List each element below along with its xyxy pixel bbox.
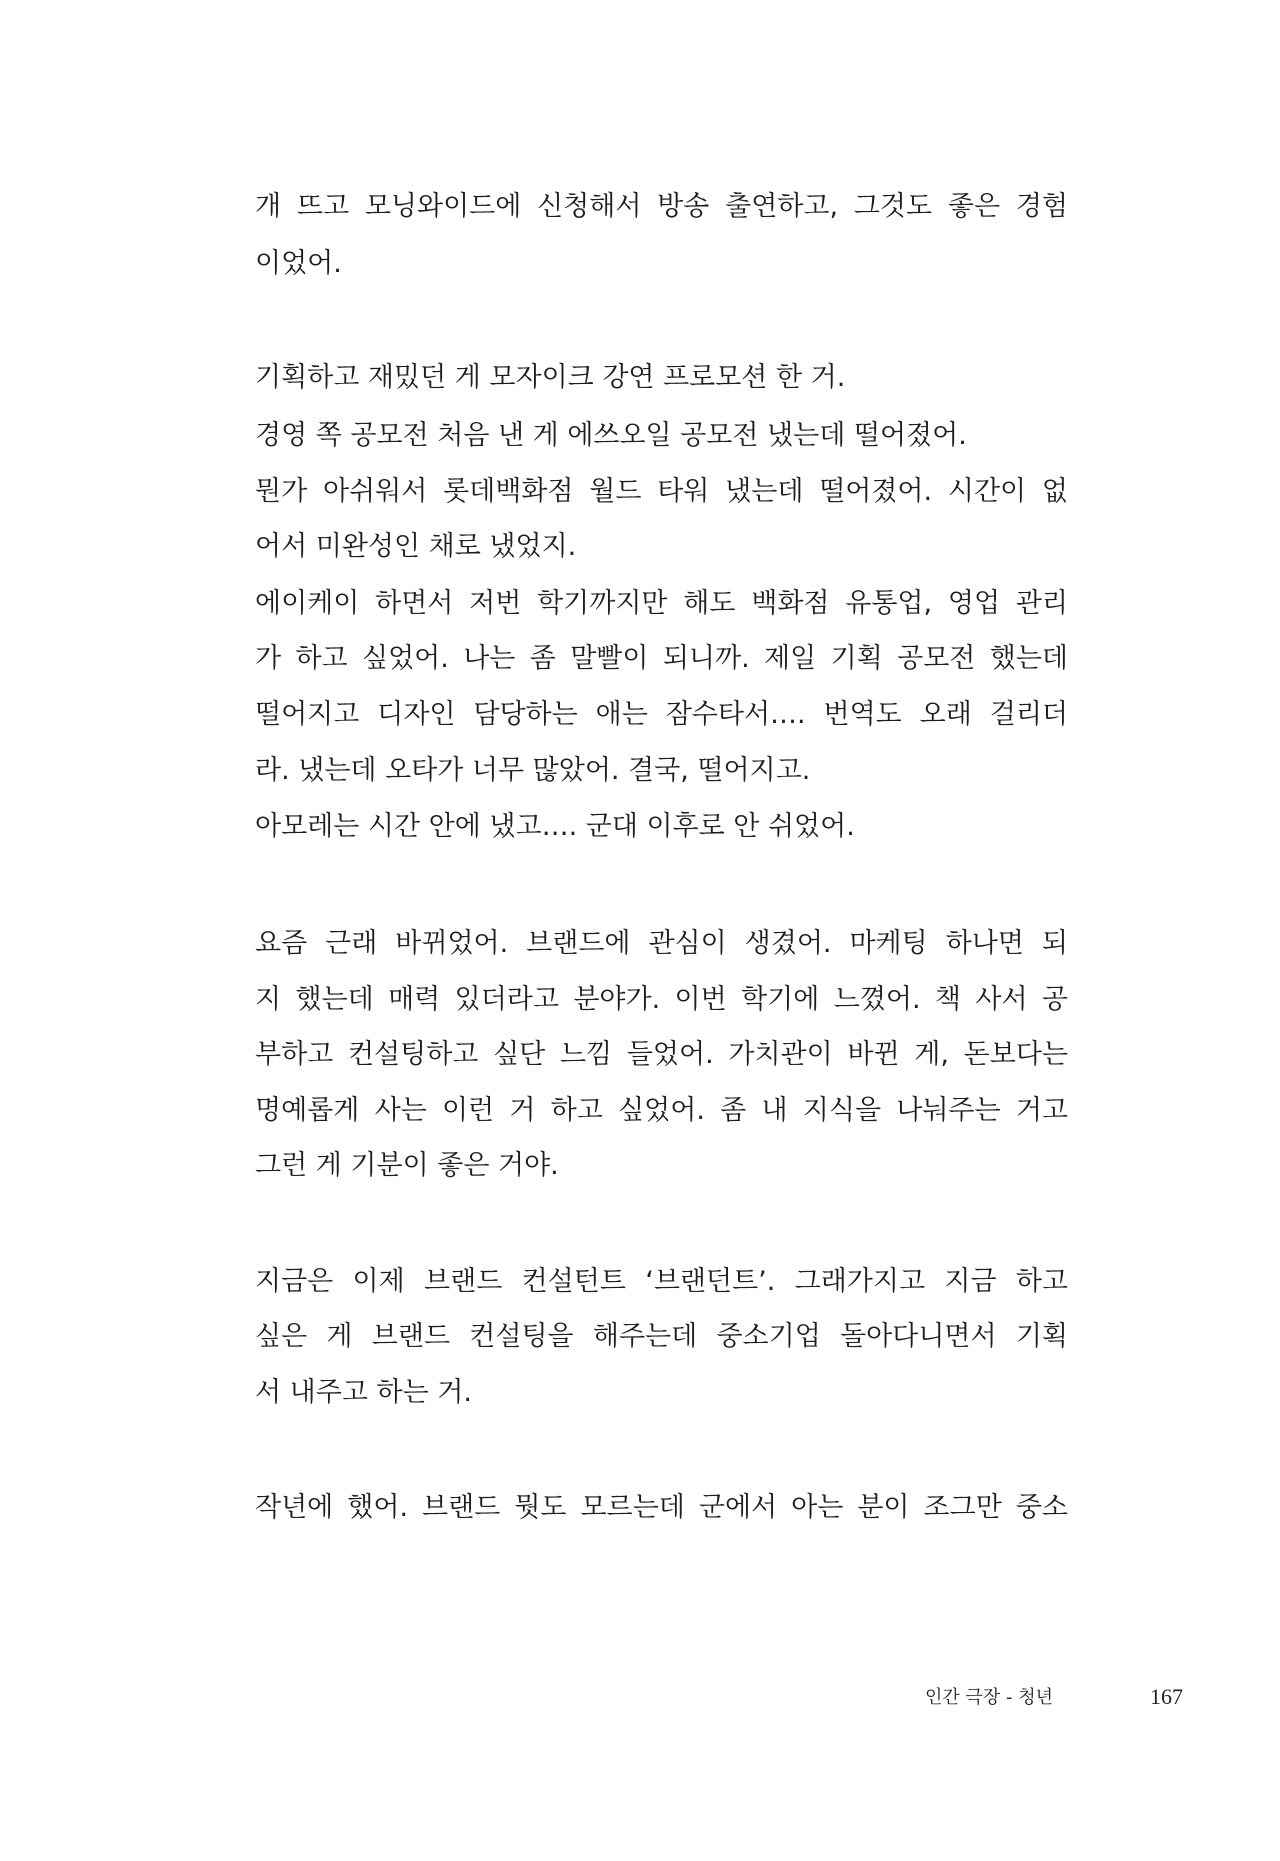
- body-line: 라. 냈는데 오타가 너무 많았어. 결국, 떨어지고.: [255, 755, 811, 786]
- body-line: 어서 미완성인 채로 냈었지.: [255, 531, 577, 562]
- body-line: 지금은 이제 브랜드 컨설턴트 ‘브랜던트’. 그래가지고 지금 하고: [255, 1266, 1068, 1297]
- body-line: 요즘 근래 바뀌었어. 브랜드에 관심이 생겼어. 마케팅 하나면 되: [255, 928, 1068, 959]
- running-footer-title: 인간 극장 - 청년: [925, 1687, 1053, 1708]
- body-line: 에이케이 하면서 저번 학기까지만 해도 백화점 유통업, 영업 관리: [255, 588, 1068, 619]
- body-line: 서 내주고 하는 거.: [255, 1377, 472, 1408]
- body-line: 개 뜨고 모닝와이드에 신청해서 방송 출연하고, 그것도 좋은 경험: [255, 191, 1068, 222]
- body-line: 가 하고 싶었어. 나는 좀 말빨이 되니까. 제일 기획 공모전 했는데: [255, 643, 1068, 674]
- body-line: 부하고 컨설팅하고 싶단 느낌 들었어. 가치관이 바뀐 게, 돈보다는: [255, 1039, 1068, 1070]
- body-line: 싶은 게 브랜드 컨설팅을 해주는데 중소기업 돌아다니면서 기획: [255, 1321, 1068, 1352]
- body-line: 명예롭게 사는 이런 거 하고 싶었어. 좀 내 지식을 나눠주는 거고: [255, 1095, 1068, 1126]
- body-line: 그런 게 기분이 좋은 거야.: [255, 1150, 559, 1181]
- body-line: 기획하고 재밌던 게 모자이크 강연 프로모션 한 거.: [255, 362, 846, 393]
- body-line: 작년에 했어. 브랜드 뭣도 모르는데 군에서 아는 분이 조그만 중소: [255, 1492, 1068, 1523]
- body-line: 아모레는 시간 안에 냈고…. 군대 이후로 안 쉬었어.: [255, 811, 855, 842]
- body-line: 뭔가 아쉬워서 롯데백화점 월드 타워 냈는데 떨어졌어. 시간이 없: [255, 476, 1068, 507]
- body-line: 떨어지고 디자인 담당하는 애는 잠수타서…. 번역도 오래 걸리더: [255, 699, 1068, 730]
- page-number: 167: [1150, 1684, 1183, 1709]
- body-line: 경영 쪽 공모전 처음 낸 게 에쓰오일 공모전 냈는데 떨어졌어.: [255, 420, 967, 451]
- body-line: 지 했는데 매력 있더라고 분야가. 이번 학기에 느꼈어. 책 사서 공: [255, 984, 1068, 1015]
- body-line: 이었어.: [255, 248, 342, 279]
